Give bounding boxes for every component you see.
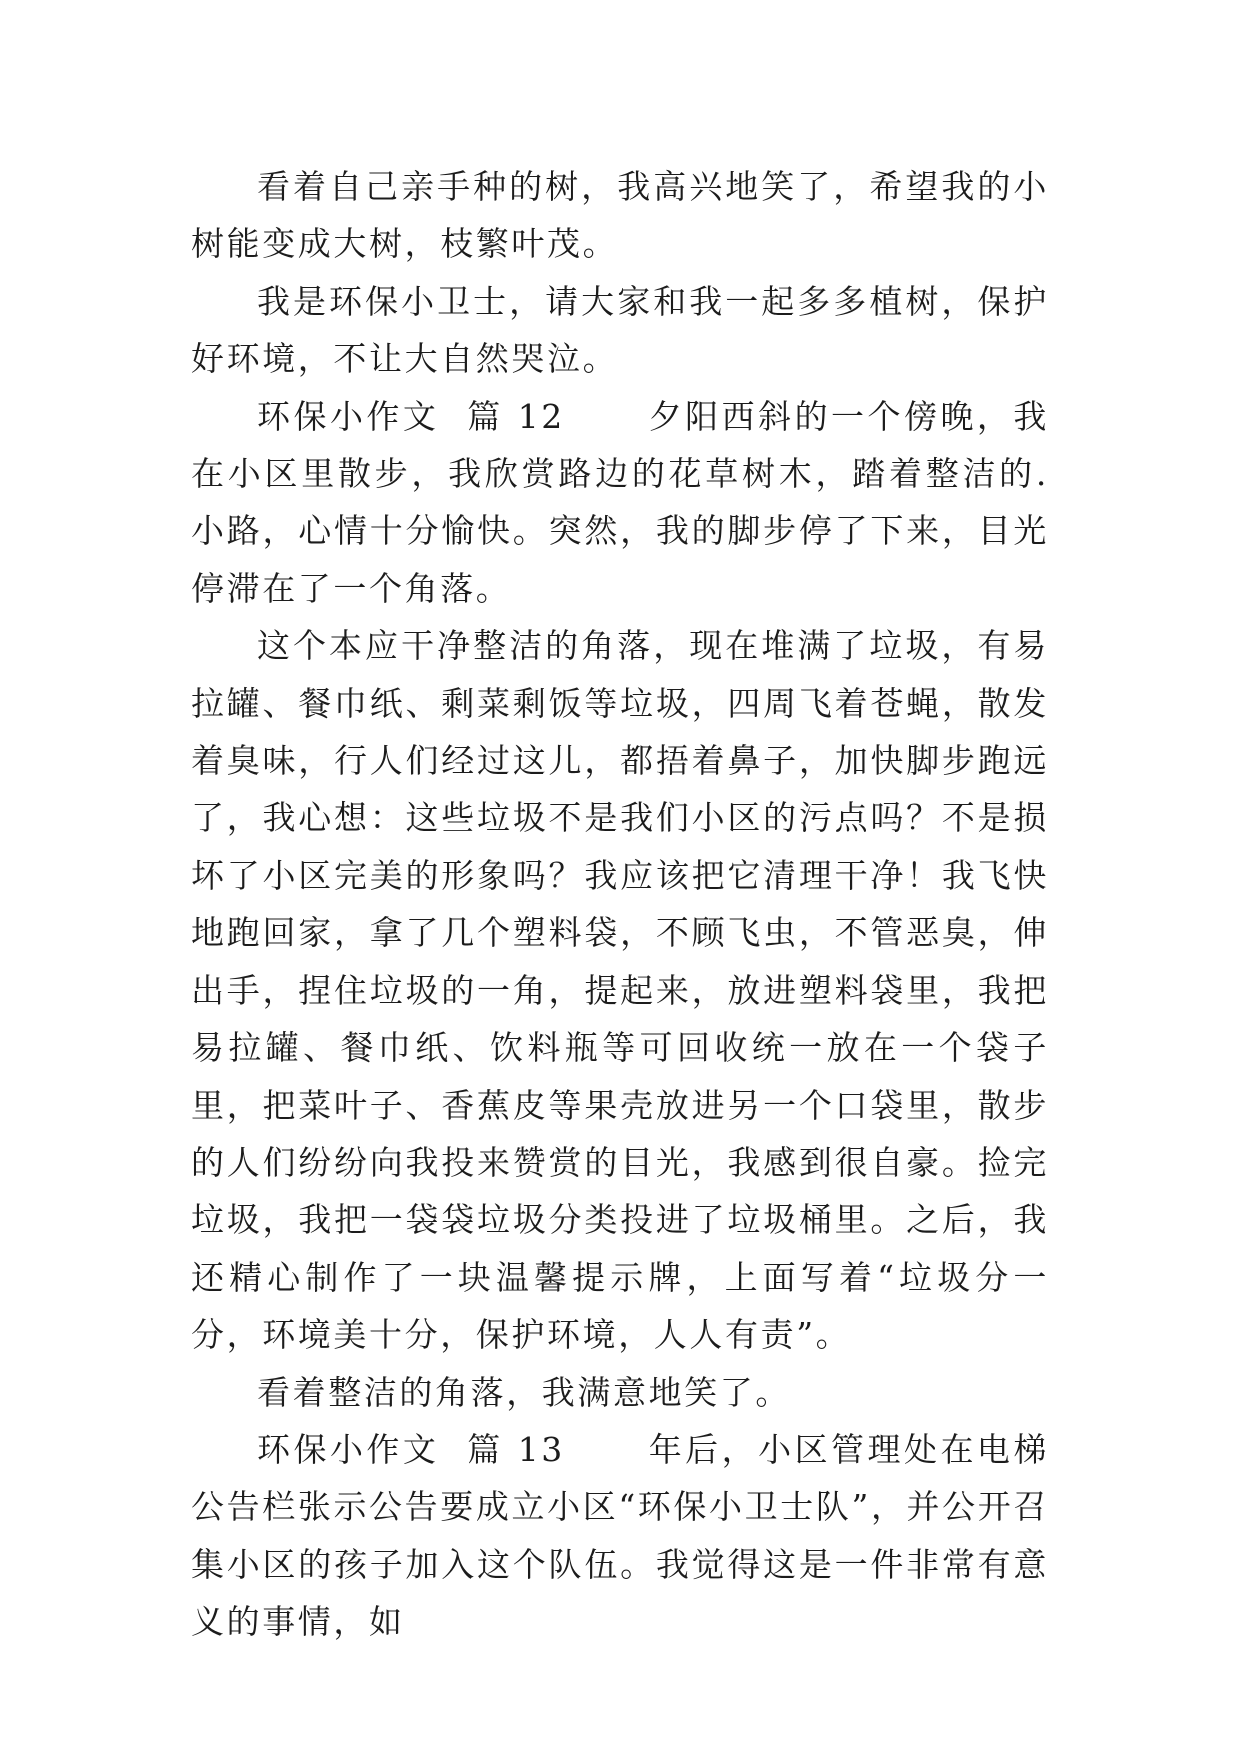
- heading-gap: [565, 1430, 649, 1469]
- paragraph-text: 夕阳西斜的一个傍晚，我在小区里散步，我欣赏路边的花草树木，踏着整洁的.小路，心情十分愉快。突然，我的脚步停了下来，目光停滞在了一个角落。: [191, 396, 1049, 608]
- section-heading-13: 环保小作文 篇 13: [257, 1429, 565, 1469]
- heading-gap: [565, 397, 649, 436]
- paragraph-4: [191, 617, 1049, 1363]
- paragraph-5: [191, 1364, 1049, 1421]
- paragraph-1: [191, 158, 1049, 273]
- section-heading-12: 环保小作文 篇 12: [257, 396, 565, 436]
- paragraph-text: 我是环保小卫士，请大家和我一起多多植树，保护好环境，不让大自然哭泣。: [191, 281, 1049, 379]
- document-body: [191, 158, 1049, 1651]
- paragraph-6: [191, 1421, 1049, 1651]
- paragraph-text: 这个本应干净整洁的角落，现在堆满了垃圾，有易拉罐、餐巾纸、剩菜剩饭等垃圾，四周飞着苍蝇，散发着臭味，行人们经过这儿，都捂着鼻子，加快脚步跑远了，我心想：这些垃圾不是我们小区的污点吗？不是损坏了小区完美的形象吗？我应该把它清理干净！我飞快地跑回家，拿了几个塑料袋，不顾飞虫，不管恶臭，伸出手，捏住垃圾的一角，提起来，放进塑料袋里，我把易拉罐、餐巾纸、饮料瓶等可回收统一放在一个袋子里，把菜叶子、香蕉皮等果壳放进另一个口袋里，散步的人们纷纷向我投来赞赏的目光，我感到很自豪。捡完垃圾，我把一袋袋垃圾分类投进了垃圾桶里。之后，我还精心制作了一块温馨提示牌，上面写着“垃圾分一分，环境美十分，保护环境，人人有责”。: [191, 626, 1049, 1355]
- paragraph-3: [191, 388, 1049, 618]
- paragraph-2: [191, 273, 1049, 388]
- paragraph-text: 年后，小区管理处在电梯公告栏张示公告要成立小区“环保小卫士队”，并公开召集小区的孩子加入这个队伍。我觉得这是一件非常有意义的事情，如: [191, 1429, 1049, 1642]
- paragraph-text: 看着整洁的角落，我满意地笑了。: [257, 1372, 791, 1412]
- paragraph-text: 看着自己亲手种的树，我高兴地笑了，希望我的小树能变成大树，枝繁叶茂。: [191, 167, 1049, 264]
